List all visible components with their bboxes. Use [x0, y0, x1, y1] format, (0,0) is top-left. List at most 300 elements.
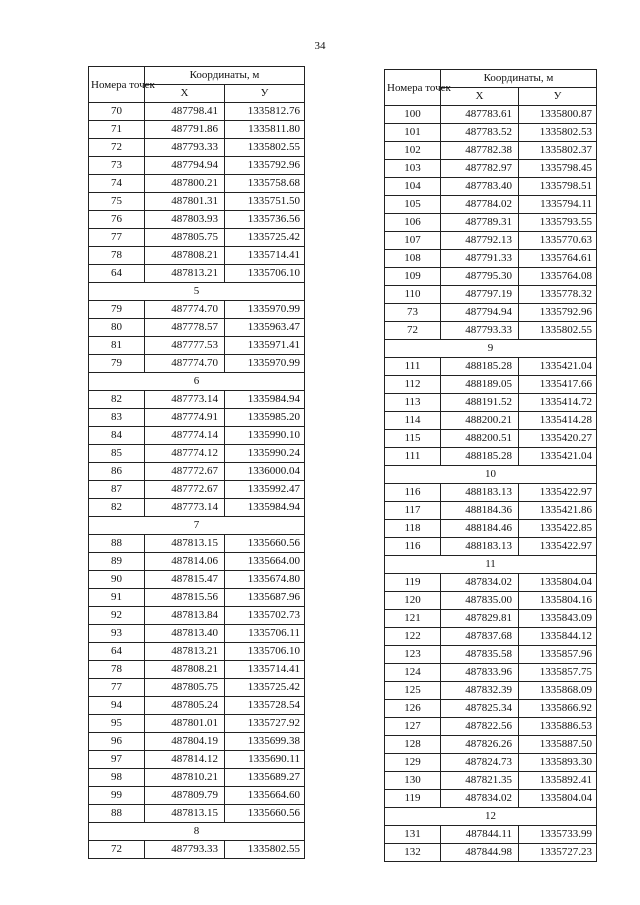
x-coordinate-cell: 487772.67 — [145, 481, 225, 499]
x-coordinate-cell: 487795.30 — [441, 268, 519, 286]
x-coordinate-cell: 487798.41 — [145, 103, 225, 121]
y-coordinate-cell: 1335798.51 — [519, 178, 597, 196]
point-number-cell: 93 — [89, 625, 145, 643]
y-coordinate-cell: 1335414.72 — [519, 394, 597, 412]
point-number-cell: 100 — [385, 106, 441, 124]
y-coordinate-cell: 1335687.96 — [225, 589, 305, 607]
x-coordinate-cell: 487797.19 — [441, 286, 519, 304]
table-row — [89, 355, 305, 373]
coordinates-table-right — [384, 69, 597, 862]
section-row — [385, 556, 597, 574]
table-row — [385, 610, 597, 628]
point-number-cell: 94 — [89, 697, 145, 715]
point-number-cell: 107 — [385, 232, 441, 250]
point-number-cell: 64 — [89, 265, 145, 283]
point-number-cell: 114 — [385, 412, 441, 430]
y-coordinate-cell: 1335793.55 — [519, 214, 597, 232]
y-coordinate-cell: 1335792.96 — [519, 304, 597, 322]
y-coordinate-cell: 1335714.41 — [225, 661, 305, 679]
table-row — [89, 463, 305, 481]
table-row — [385, 484, 597, 502]
table-row — [89, 193, 305, 211]
table-row — [385, 700, 597, 718]
section-row — [385, 340, 597, 358]
x-coordinate-cell: 487813.21 — [145, 265, 225, 283]
x-coordinate-cell: 487835.00 — [441, 592, 519, 610]
y-coordinate-cell: 1335417.66 — [519, 376, 597, 394]
x-coordinate-cell: 487800.21 — [145, 175, 225, 193]
table-row — [89, 643, 305, 661]
point-number-cell: 109 — [385, 268, 441, 286]
y-coordinate-cell: 1335866.92 — [519, 700, 597, 718]
point-number-cell: 110 — [385, 286, 441, 304]
point-number-cell: 75 — [89, 193, 145, 211]
point-number-cell: 118 — [385, 520, 441, 538]
table-row — [385, 214, 597, 232]
point-number-cell: 78 — [89, 247, 145, 265]
point-number-cell: 89 — [89, 553, 145, 571]
point-number-cell: 77 — [89, 679, 145, 697]
y-coordinate-cell: 1335868.09 — [519, 682, 597, 700]
point-number-cell: 90 — [89, 571, 145, 589]
y-coordinate-cell: 1335992.47 — [225, 481, 305, 499]
coordinates-table-left — [88, 66, 305, 859]
y-coordinate-cell: 1335770.63 — [519, 232, 597, 250]
point-number-cell: 70 — [89, 103, 145, 121]
x-coordinate-cell: 488189.05 — [441, 376, 519, 394]
point-number-cell: 73 — [385, 304, 441, 322]
table-row — [385, 304, 597, 322]
x-coordinate-cell: 487805.24 — [145, 697, 225, 715]
table-row — [89, 751, 305, 769]
section-number: 6 — [89, 373, 305, 391]
point-number-cell: 84 — [89, 427, 145, 445]
point-number-cell: 132 — [385, 844, 441, 862]
x-coordinate-cell: 488183.13 — [441, 484, 519, 502]
point-number-cell: 119 — [385, 790, 441, 808]
table-row — [385, 268, 597, 286]
x-coordinate-cell: 487789.31 — [441, 214, 519, 232]
point-number-cell: 99 — [89, 787, 145, 805]
table-row — [89, 697, 305, 715]
table-row — [385, 520, 597, 538]
x-coordinate-cell: 487782.97 — [441, 160, 519, 178]
table-row — [385, 232, 597, 250]
x-coordinate-cell: 487773.14 — [145, 391, 225, 409]
y-coordinate-cell: 1335811.80 — [225, 121, 305, 139]
x-coordinate-cell: 487774.91 — [145, 409, 225, 427]
x-coordinate-cell: 487794.94 — [145, 157, 225, 175]
table-row — [89, 805, 305, 823]
x-coordinate-cell: 487822.56 — [441, 718, 519, 736]
point-number-cell: 108 — [385, 250, 441, 268]
x-coordinate-cell: 487808.21 — [145, 247, 225, 265]
y-coordinate-cell: 1335727.92 — [225, 715, 305, 733]
x-coordinate-cell: 487833.96 — [441, 664, 519, 682]
y-coordinate-cell: 1335733.99 — [519, 826, 597, 844]
y-coordinate-cell: 1335660.56 — [225, 805, 305, 823]
table-row — [89, 157, 305, 175]
point-number-cell: 82 — [89, 391, 145, 409]
x-coordinate-cell: 487810.21 — [145, 769, 225, 787]
point-number-cell: 119 — [385, 574, 441, 592]
point-number-cell: 72 — [385, 322, 441, 340]
x-coordinate-cell: 487814.12 — [145, 751, 225, 769]
x-coordinate-cell: 487794.94 — [441, 304, 519, 322]
table-row — [89, 247, 305, 265]
y-coordinate-cell: 1335725.42 — [225, 229, 305, 247]
table-row — [385, 430, 597, 448]
point-number-cell: 130 — [385, 772, 441, 790]
point-number-cell: 91 — [89, 589, 145, 607]
point-number-cell: 78 — [89, 661, 145, 679]
x-coordinate-cell: 487814.06 — [145, 553, 225, 571]
table-row — [89, 553, 305, 571]
x-coordinate-cell: 487826.26 — [441, 736, 519, 754]
point-number-cell: 120 — [385, 592, 441, 610]
x-coordinate-cell: 487835.58 — [441, 646, 519, 664]
x-coordinate-cell: 487773.14 — [145, 499, 225, 517]
point-number-cell: 74 — [89, 175, 145, 193]
point-number-cell: 88 — [89, 805, 145, 823]
x-coordinate-cell: 487803.93 — [145, 211, 225, 229]
table-row — [385, 736, 597, 754]
table-row — [385, 124, 597, 142]
x-coordinate-cell: 487774.70 — [145, 301, 225, 319]
y-coordinate-cell: 1335812.76 — [225, 103, 305, 121]
point-number-cell: 98 — [89, 769, 145, 787]
table-row — [385, 592, 597, 610]
x-coordinate-cell: 487784.02 — [441, 196, 519, 214]
header-y: У — [225, 85, 305, 103]
y-coordinate-cell: 1335984.94 — [225, 499, 305, 517]
table-row — [385, 682, 597, 700]
table-row — [385, 646, 597, 664]
x-coordinate-cell: 487791.86 — [145, 121, 225, 139]
x-coordinate-cell: 487774.12 — [145, 445, 225, 463]
point-number-cell: 76 — [89, 211, 145, 229]
x-coordinate-cell: 487783.52 — [441, 124, 519, 142]
y-coordinate-cell: 1335664.00 — [225, 553, 305, 571]
point-number-cell: 88 — [89, 535, 145, 553]
table-row — [385, 448, 597, 466]
x-coordinate-cell: 487808.21 — [145, 661, 225, 679]
section-row — [89, 283, 305, 301]
x-coordinate-cell: 487801.01 — [145, 715, 225, 733]
y-coordinate-cell: 1335802.37 — [519, 142, 597, 160]
y-coordinate-cell: 1335794.11 — [519, 196, 597, 214]
point-number-cell: 64 — [89, 643, 145, 661]
x-coordinate-cell: 488184.36 — [441, 502, 519, 520]
table-row — [385, 574, 597, 592]
point-number-cell: 131 — [385, 826, 441, 844]
section-number: 8 — [89, 823, 305, 841]
table-row — [89, 391, 305, 409]
table-row — [89, 445, 305, 463]
point-number-cell: 72 — [89, 139, 145, 157]
point-number-cell: 77 — [89, 229, 145, 247]
x-coordinate-cell: 487778.57 — [145, 319, 225, 337]
table-row — [385, 322, 597, 340]
x-coordinate-cell: 487829.81 — [441, 610, 519, 628]
table-row — [89, 211, 305, 229]
x-coordinate-cell: 487791.33 — [441, 250, 519, 268]
y-coordinate-cell: 1335857.75 — [519, 664, 597, 682]
table-row — [89, 121, 305, 139]
page-number: 34 — [314, 40, 326, 52]
x-coordinate-cell: 487815.47 — [145, 571, 225, 589]
table-row — [385, 790, 597, 808]
x-coordinate-cell: 487805.75 — [145, 229, 225, 247]
table-row — [89, 337, 305, 355]
x-coordinate-cell: 487844.11 — [441, 826, 519, 844]
point-number-cell: 83 — [89, 409, 145, 427]
table-row — [385, 376, 597, 394]
y-coordinate-cell: 1335970.99 — [225, 301, 305, 319]
y-coordinate-cell: 1335892.41 — [519, 772, 597, 790]
section-row — [89, 373, 305, 391]
x-coordinate-cell: 487834.02 — [441, 790, 519, 808]
table-row — [89, 175, 305, 193]
x-coordinate-cell: 487832.39 — [441, 682, 519, 700]
table-row — [385, 412, 597, 430]
y-coordinate-cell: 1335422.97 — [519, 484, 597, 502]
point-number-cell: 72 — [89, 841, 145, 859]
x-coordinate-cell: 487793.33 — [145, 139, 225, 157]
x-coordinate-cell: 487813.15 — [145, 805, 225, 823]
section-number: 12 — [385, 808, 597, 826]
y-coordinate-cell: 1335422.97 — [519, 538, 597, 556]
x-coordinate-cell: 487792.13 — [441, 232, 519, 250]
point-number-cell: 80 — [89, 319, 145, 337]
point-number-cell: 71 — [89, 121, 145, 139]
point-number-cell: 102 — [385, 142, 441, 160]
x-coordinate-cell: 487777.53 — [145, 337, 225, 355]
y-coordinate-cell: 1335706.11 — [225, 625, 305, 643]
x-coordinate-cell: 487805.75 — [145, 679, 225, 697]
point-number-cell: 95 — [89, 715, 145, 733]
y-coordinate-cell: 1335702.73 — [225, 607, 305, 625]
y-coordinate-cell: 1335985.20 — [225, 409, 305, 427]
point-number-cell: 111 — [385, 448, 441, 466]
section-number: 5 — [89, 283, 305, 301]
y-coordinate-cell: 1335420.27 — [519, 430, 597, 448]
table-row — [385, 178, 597, 196]
x-coordinate-cell: 487772.67 — [145, 463, 225, 481]
x-coordinate-cell: 487804.19 — [145, 733, 225, 751]
point-number-cell: 113 — [385, 394, 441, 412]
point-number-cell: 126 — [385, 700, 441, 718]
y-coordinate-cell: 1335802.55 — [225, 139, 305, 157]
y-coordinate-cell: 1335798.45 — [519, 160, 597, 178]
x-coordinate-cell: 487813.40 — [145, 625, 225, 643]
point-number-cell: 79 — [89, 301, 145, 319]
y-coordinate-cell: 1335971.41 — [225, 337, 305, 355]
y-coordinate-cell: 1335800.87 — [519, 106, 597, 124]
table-row — [89, 841, 305, 859]
table-row — [89, 409, 305, 427]
table-row — [385, 844, 597, 862]
section-number: 10 — [385, 466, 597, 484]
x-coordinate-cell: 488200.21 — [441, 412, 519, 430]
table-row — [89, 715, 305, 733]
y-coordinate-cell: 1335778.32 — [519, 286, 597, 304]
x-coordinate-cell: 487813.84 — [145, 607, 225, 625]
header-point-numbers: Номера точек — [89, 67, 145, 103]
point-number-cell: 116 — [385, 538, 441, 556]
section-row — [89, 517, 305, 535]
table-row — [89, 499, 305, 517]
y-coordinate-cell: 1335706.10 — [225, 643, 305, 661]
point-number-cell: 87 — [89, 481, 145, 499]
table-row — [89, 787, 305, 805]
point-number-cell: 121 — [385, 610, 441, 628]
x-coordinate-cell: 487815.56 — [145, 589, 225, 607]
table-row — [89, 625, 305, 643]
point-number-cell: 117 — [385, 502, 441, 520]
point-number-cell: 104 — [385, 178, 441, 196]
y-coordinate-cell: 1335990.10 — [225, 427, 305, 445]
table-row — [385, 286, 597, 304]
y-coordinate-cell: 1335804.04 — [519, 574, 597, 592]
table-row — [89, 535, 305, 553]
y-coordinate-cell: 1335714.41 — [225, 247, 305, 265]
header-y: У — [519, 88, 597, 106]
y-coordinate-cell: 1336000.04 — [225, 463, 305, 481]
y-coordinate-cell: 1335689.27 — [225, 769, 305, 787]
y-coordinate-cell: 1335843.09 — [519, 610, 597, 628]
table-row — [385, 394, 597, 412]
x-coordinate-cell: 487782.38 — [441, 142, 519, 160]
section-number: 11 — [385, 556, 597, 574]
table-row — [385, 358, 597, 376]
y-coordinate-cell: 1335844.12 — [519, 628, 597, 646]
y-coordinate-cell: 1335699.38 — [225, 733, 305, 751]
y-coordinate-cell: 1335804.16 — [519, 592, 597, 610]
point-number-cell: 82 — [89, 499, 145, 517]
y-coordinate-cell: 1335802.55 — [225, 841, 305, 859]
point-number-cell: 112 — [385, 376, 441, 394]
y-coordinate-cell: 1335422.85 — [519, 520, 597, 538]
y-coordinate-cell: 1335751.50 — [225, 193, 305, 211]
table-row — [385, 718, 597, 736]
x-coordinate-cell: 487809.79 — [145, 787, 225, 805]
x-coordinate-cell: 488184.46 — [441, 520, 519, 538]
table-row — [385, 196, 597, 214]
y-coordinate-cell: 1335758.68 — [225, 175, 305, 193]
y-coordinate-cell: 1335963.47 — [225, 319, 305, 337]
y-coordinate-cell: 1335421.04 — [519, 358, 597, 376]
point-number-cell: 125 — [385, 682, 441, 700]
header-coordinates: Координаты, м — [145, 67, 305, 85]
table-row — [89, 607, 305, 625]
x-coordinate-cell: 487793.33 — [145, 841, 225, 859]
table-row — [385, 664, 597, 682]
x-coordinate-cell: 487774.70 — [145, 355, 225, 373]
table-row — [89, 769, 305, 787]
x-coordinate-cell: 487813.15 — [145, 535, 225, 553]
header-x: X — [145, 85, 225, 103]
table-row — [385, 502, 597, 520]
x-coordinate-cell: 487821.35 — [441, 772, 519, 790]
x-coordinate-cell: 487793.33 — [441, 322, 519, 340]
y-coordinate-cell: 1335887.50 — [519, 736, 597, 754]
section-row — [385, 808, 597, 826]
y-coordinate-cell: 1335421.04 — [519, 448, 597, 466]
y-coordinate-cell: 1335736.56 — [225, 211, 305, 229]
point-number-cell: 106 — [385, 214, 441, 232]
table-row — [89, 571, 305, 589]
point-number-cell: 92 — [89, 607, 145, 625]
table-row — [89, 661, 305, 679]
point-number-cell: 96 — [89, 733, 145, 751]
y-coordinate-cell: 1335792.96 — [225, 157, 305, 175]
y-coordinate-cell: 1335893.30 — [519, 754, 597, 772]
x-coordinate-cell: 487783.61 — [441, 106, 519, 124]
y-coordinate-cell: 1335727.23 — [519, 844, 597, 862]
point-number-cell: 115 — [385, 430, 441, 448]
point-number-cell: 122 — [385, 628, 441, 646]
table-row — [385, 826, 597, 844]
x-coordinate-cell: 488185.28 — [441, 448, 519, 466]
section-number: 7 — [89, 517, 305, 535]
table-row — [385, 106, 597, 124]
y-coordinate-cell: 1335802.53 — [519, 124, 597, 142]
y-coordinate-cell: 1335660.56 — [225, 535, 305, 553]
y-coordinate-cell: 1335706.10 — [225, 265, 305, 283]
x-coordinate-cell: 487844.98 — [441, 844, 519, 862]
y-coordinate-cell: 1335725.42 — [225, 679, 305, 697]
table-row — [89, 265, 305, 283]
x-coordinate-cell: 487774.14 — [145, 427, 225, 445]
table-row — [89, 139, 305, 157]
x-coordinate-cell: 487834.02 — [441, 574, 519, 592]
table-row — [89, 733, 305, 751]
table-row — [385, 772, 597, 790]
x-coordinate-cell: 487783.40 — [441, 178, 519, 196]
point-number-cell: 129 — [385, 754, 441, 772]
x-coordinate-cell: 487801.31 — [145, 193, 225, 211]
x-coordinate-cell: 487813.21 — [145, 643, 225, 661]
point-number-cell: 123 — [385, 646, 441, 664]
y-coordinate-cell: 1335690.11 — [225, 751, 305, 769]
point-number-cell: 86 — [89, 463, 145, 481]
y-coordinate-cell: 1335764.61 — [519, 250, 597, 268]
point-number-cell: 101 — [385, 124, 441, 142]
point-number-cell: 81 — [89, 337, 145, 355]
y-coordinate-cell: 1335674.80 — [225, 571, 305, 589]
table-row — [385, 160, 597, 178]
y-coordinate-cell: 1335414.28 — [519, 412, 597, 430]
y-coordinate-cell: 1335664.60 — [225, 787, 305, 805]
y-coordinate-cell: 1335804.04 — [519, 790, 597, 808]
table-row — [89, 427, 305, 445]
point-number-cell: 103 — [385, 160, 441, 178]
table-row — [89, 301, 305, 319]
section-number: 9 — [385, 340, 597, 358]
y-coordinate-cell: 1335857.96 — [519, 646, 597, 664]
point-number-cell: 128 — [385, 736, 441, 754]
x-coordinate-cell: 488185.28 — [441, 358, 519, 376]
table-row — [89, 679, 305, 697]
table-row — [89, 103, 305, 121]
point-number-cell: 97 — [89, 751, 145, 769]
table-row — [89, 229, 305, 247]
section-row — [385, 466, 597, 484]
table-row — [385, 250, 597, 268]
x-coordinate-cell: 488191.52 — [441, 394, 519, 412]
x-coordinate-cell: 487837.68 — [441, 628, 519, 646]
